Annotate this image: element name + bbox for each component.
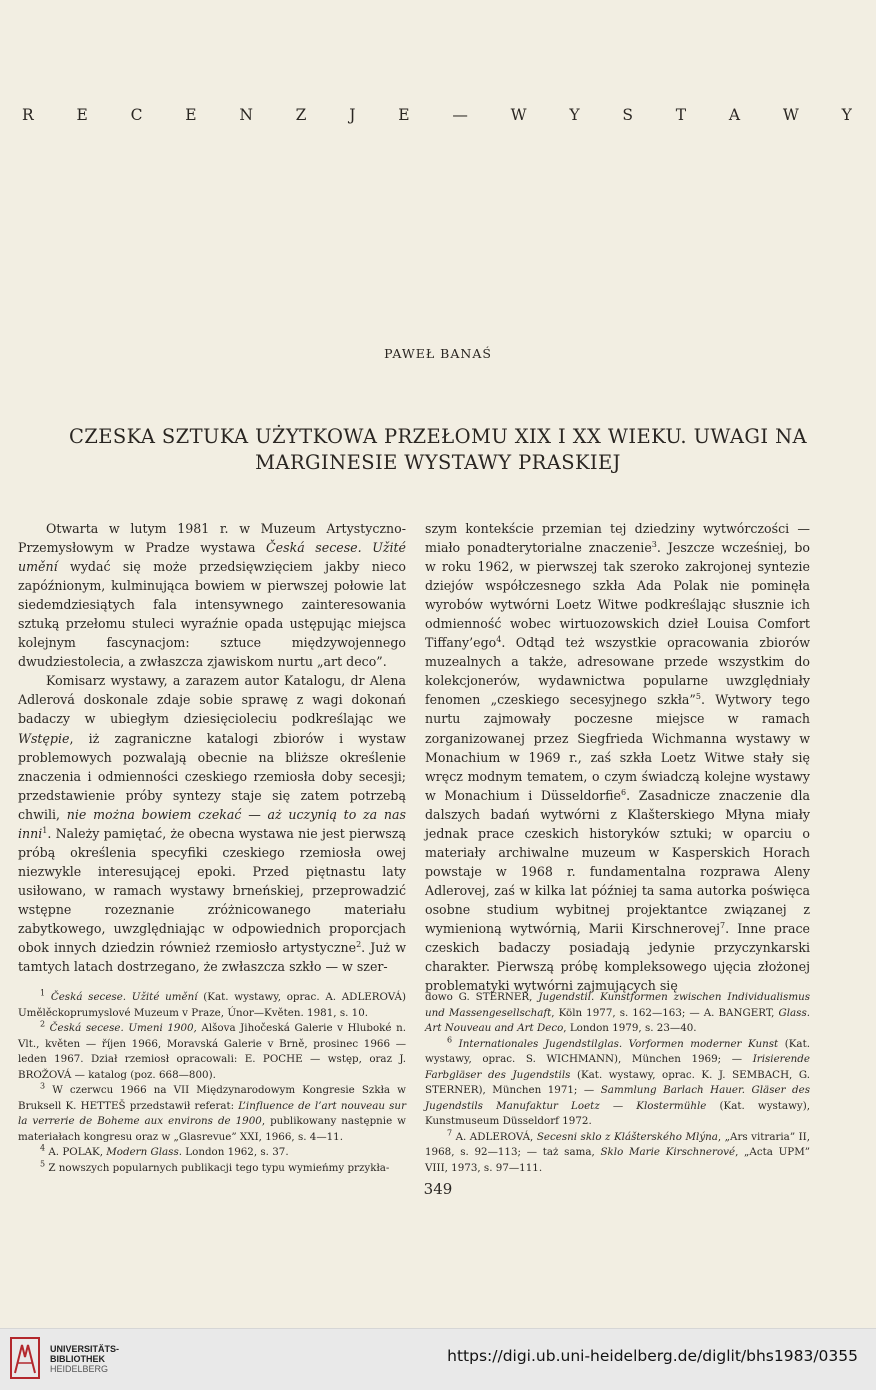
- header-letter: E: [185, 106, 197, 124]
- header-letter: R: [22, 106, 34, 124]
- footnote-ref[interactable]: 6: [621, 787, 627, 797]
- footnote: $^6$ Internationales Jugendstilglas. Vorformen moderner Kunst (Kat. wystawy, oprac. S. WICHMANN), München 1969; — Irisierende Farbgläser des Jugendstils (Kat. wystawy, oprac. K. J. SEMBACH, G. STERNER), München 1971; — Sammlung Barlach Hauer. Gläser des Jugendstils Manufaktur Loetz — Klostermühle (Kat. wystawy), Kunstmuseum Düsseldorf 1972.: [425, 1035, 810, 1127]
- paragraph: Otwarta w lutym 1981 r. w Muzeum Artystyczno-Przemysłowym w Pradze wystawa Česká secese. Užité umění wydać się może przedsięwzięciem jakby nieco zapóźnionym, kulminująca bowiem w pierwszej połowie lat siedemdziesiątych fala intensywnego zainteresowania sztuką przełomu stuleci wyraźnie opada ustępując miejsca kolejnym fascynacjom: sztuce międzywojennego dwudziestolecia, a zwłaszcza zjawiskom nurtu „art deco”.: [18, 521, 406, 670]
- footnotes-right: [425, 990, 810, 1176]
- footnote-ref[interactable]: 3: [651, 539, 657, 549]
- header-letter: W: [510, 106, 527, 124]
- footnote: dowo G. STERNER, Jugendstil. Kunstformen zwischen Individualismus und Massengesellschaft, Köln 1977, s. 162—163; — A. BANGERT, Glass. Art Nouveau and Art Deco, London 1979, s. 23—40.: [425, 991, 811, 1034]
- article-author: PAWEŁ BANAŚ: [384, 346, 492, 361]
- footnotes-left: [18, 990, 406, 1176]
- paragraph: szym kontekście przemian tej dziedziny wytwórczości — miało ponadterytorialne znaczenie$^3$. Jeszcze wcześniej, bo w roku 1962, w pierwszej tak szeroko zakrojonej syntezie dziejów współczesnego szkła Ada Polak nie pominęła wyrobów wytwórni Loetz Witwe podkreślając słusznie ich odmienność wobec wirtuozowskich dzieł Louisa Comfort Tiffany’ego$^4$. Odtąd też wszystkie opracowania zbiorów muzealnych a także, adresowane przede wszystkim do kolekcjonerów, wydawnictwa popularne uwzględniały fenomen „czeskiego secesyjnego szkła”$^5$. Wytwory tego nurtu zajmowały poczesne miejsce w ramach zorganizowanej przez Siegfrieda Wichmanna wystawy w Monachium w 1969 r., zaś szkła Loetz Witwe stały się wręcz modnym tematem, o czym świadczą kolejne wystawy w Monachium i Düsseldorfie$^6$. Zasadnicze znaczenie dla dalszych badań wytwórni z Klašterskiego Młyna miały jednak prace czeskich historyków sztuki; w oparciu o materiały archiwalne muzeum w Kasperskich Horach powstaje w 1968 r. fundamentalna rozprawa Aleny Adlerovej, zaś w kilka lat później ta sama autorka poświęca osobne studium wybitnej projektantce związanej z wymienioną wytwórnią, Marii Kirschnerovej$^7$. Inne prace czeskich badaczy posiadają jedynie przyczynkarski charakter. Pierwszą próbę kompleksowego ujęcia złożonej problematyki wytwórni zajmujących się: [425, 521, 811, 994]
- footnote-ref[interactable]: 5: [695, 692, 701, 702]
- header-letter: C: [130, 106, 143, 124]
- paragraph: Komisarz wystawy, a zarazem autor Katalogu, dr Alena Adlerová doskonale zdaje sobie sprawę z wagi dokonań badaczy w ubiegłym dziesięcioleciu podkreślając we Wstępie, iż zagraniczne katalogi zbiorów i wystaw problemowych pozwalają obecnie na bliższe określenie znaczenia i odmienności czeskiego rzemiosła doby secesji; przedstawienie próby syntezy staje się zatem potrzebą chwili, nie można bowiem czekać — aż uczynią to za nas inni$^1$. Należy pamiętać, że obecna wystawa nie jest pierwszą próbą określenia specyfiki czeskiego rzemiosła owej niezwykle interesującej epoki. Przed piętnastu laty usiłowano, w ramach wystawy brneńskiej, przeprowadzić wstępne rozeznanie zróżnicowanego materiału zabytkowego, uwzględniając w odpowiednich proporcjach obok innych dziedzin również rzemiosło artystyczne$^2$. Już w tamtych latach dostrzegano, że zwłaszcza szkło — w szer-: [18, 673, 406, 975]
- header-letter: J: [349, 106, 356, 124]
- page-number: 349: [423, 1180, 453, 1198]
- header-letter: Y: [569, 106, 580, 124]
- body-column-left: [18, 519, 406, 976]
- header-letter: Y: [841, 106, 852, 124]
- header-letter: E: [398, 106, 410, 124]
- header-letter: A: [728, 106, 741, 124]
- header-letter: —: [452, 106, 468, 124]
- header-letter: W: [782, 106, 799, 124]
- header-letter: S: [622, 106, 633, 124]
- footnote-ref[interactable]: 7: [720, 920, 726, 930]
- university-library-logo-icon[interactable]: [10, 1337, 40, 1379]
- footnote-ref[interactable]: 1: [42, 825, 48, 835]
- footnote: $^4$ A. POLAK, Modern Glass. London 1962, s. 37.: [40, 1143, 289, 1158]
- footnote-ref[interactable]: 4: [496, 635, 502, 645]
- article-title: CZESKA SZTUKA UŻYTKOWA PRZEŁOMU XIX I XX WIEKU. UWAGI NA MARGINESIE WYSTAWY PRASKIEJ: [68, 425, 808, 474]
- footnote: $^3$ W czerwcu 1966 na VII Międzynarodowym Kongresie Szkła w Bruksell K. HETTEŠ przedstawił referat: L’influence de l’art nouveau sur la verrerie de Boheme aux environs de 1900, publikowany następnie w materiałach kongresu oraz w „Glasrevue” XXI, 1966, s. 4—11.: [18, 1081, 406, 1143]
- header-letter: Z: [295, 106, 307, 124]
- library-name: UNIVERSITÄTS- BIBLIOTHEK HEIDELBERG: [50, 1344, 120, 1374]
- header-letter: E: [76, 106, 88, 124]
- footnote-ref[interactable]: 2: [356, 939, 362, 949]
- section-header: [0, 106, 876, 124]
- viewer-footer: [0, 1328, 876, 1390]
- footnote: $^1$ Česká secese. Užité umění (Kat. wystawy, oprac. A. ADLEROVÁ) Umělěckoprumyslové Muzeum v Praze, Únor—Květen. 1981, s. 10.: [18, 988, 406, 1019]
- footnote: $^7$ A. ADLEROVÁ, Secesni sklo z Klášterského Mlýna, „Ars vitraria” II, 1968, s. 92—113; — taż sama, Sklo Marie Kirschnerové, „Acta UPM” VIII, 1973, s. 97—111.: [425, 1128, 811, 1174]
- body-column-right: [425, 519, 810, 995]
- header-letter: N: [239, 106, 253, 124]
- permalink-url[interactable]: https://digi.ub.uni-heidelberg.de/diglit/bhs1983/0355: [447, 1347, 858, 1365]
- footnote: $^2$ Česká secese. Umeni 1900, Alšova Jihočeská Galerie v Hluboké n. Vlt., květen — říjen 1966, Moravská Galerie v Brně, prosinec 1966 — leden 1967. Dział rzemiosł opracowali: E. POCHE — wstęp, oraz J. BROŽOVÁ — katalog (poz. 668—800).: [18, 1019, 406, 1081]
- footnote: $^5$ Z nowszych popularnych publikacji tego typu wymieńmy przykła-: [40, 1159, 390, 1174]
- header-letter: T: [675, 106, 687, 124]
